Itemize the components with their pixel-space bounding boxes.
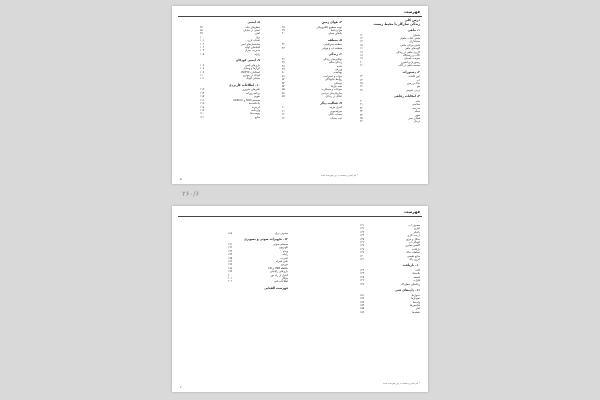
toc-entry-page: ۱۰۴: [200, 49, 205, 53]
toc-entry-label: توجه سطوح الکترونیکی: [316, 25, 342, 29]
toc-entry-page: ۲۵: [360, 82, 363, 86]
toc-entry-label: سوغات و مسافرت: [321, 88, 342, 92]
toc-entry-page: ۱۹۸: [228, 266, 233, 270]
toc-entry-label: برنامه روزانه: [246, 91, 260, 95]
toc-entry-label: آبیاری: [413, 227, 420, 231]
toc-entry-page: ۱۳۱: [360, 224, 365, 227]
toc-entry-page: ۱۹۶: [228, 260, 233, 264]
toc-entry-page: ۱۹: [360, 57, 363, 61]
toc-entry-label: تقویم: [254, 95, 260, 99]
toc-entry-page: ۱۰۰: [200, 35, 205, 39]
toc-column: [228, 232, 288, 291]
toc-entry[interactable]: [200, 77, 260, 80]
toc-entry-page: ۹۸: [200, 29, 203, 32]
toc-entry-page: ۲۰۱: [228, 277, 233, 281]
toc-entry-page: ۵۲: [282, 78, 285, 82]
toc-entry-page: ۱۱۱: [200, 77, 205, 81]
toc-entry[interactable]: [282, 117, 342, 120]
toc-entry-page: ۱۹۱: [228, 243, 233, 246]
toc-entry-page: ۱۵۴: [360, 303, 365, 307]
section-heading: ۶- زندگی: [328, 52, 342, 57]
toc-entry-label: منابع طبیعی: [407, 254, 420, 258]
toc-entry-label: اینترنت: [280, 256, 288, 260]
section-heading: ۷- فعالیت دیگر: [320, 100, 342, 105]
index-page-top: [172, 6, 428, 184]
section-heading: ۱۱- داده‌های فنی: [394, 288, 420, 293]
toc-entry-label: ایمنی در خیابان: [243, 29, 260, 32]
toc-entry-label: تغذیه: [336, 64, 342, 68]
section-heading: ۱- ماهی: [407, 28, 420, 32]
toc-entry-page: ۵۱: [282, 74, 285, 78]
intro-title: زندگی سازگار با محیط زیست: [373, 22, 420, 26]
toc-entry-page: ۱۹۷: [228, 263, 233, 267]
toc-entry-label: سازمان‌های مردمی: [321, 91, 342, 95]
toc-entry-label: کنترل هزینه: [329, 106, 342, 110]
toc-entry-page: ۳۴: [360, 113, 363, 117]
toc-entry-label: جنگل و مرتع: [406, 237, 420, 241]
toc-entry-page: ۱۶: [360, 47, 363, 51]
toc-entry-page: ۱۱۴: [200, 91, 205, 95]
toc-entry-page: ۱۴: [360, 40, 363, 44]
toc-entry-label: فلزات: [413, 279, 420, 283]
toc-entry-label: دوستان: [333, 81, 342, 85]
toc-entry-label: کاهش مصرف: [404, 244, 420, 248]
toc-entry-page: ۲۷: [360, 88, 363, 92]
toc-entry-label: پلاستیک: [411, 272, 420, 276]
toc-entry-page: ۱۳۵: [360, 237, 365, 241]
toc-entry[interactable]: [360, 89, 420, 92]
toc-entry-label: خانه: [415, 99, 420, 103]
section-heading: فهرست الفبایی: [264, 285, 288, 290]
toc-entry-label: رایانه: [282, 253, 288, 257]
section-heading: ۹- ایمنی کودکان: [235, 58, 260, 63]
toc-entry-page: ۲۰۰: [228, 273, 233, 277]
toc-entry-label: کاربرد ماهی در زندگی: [396, 50, 420, 54]
toc-entry[interactable]: [360, 258, 420, 261]
toc-entry-label: پیوست‌ها: [250, 112, 260, 116]
toc-entry-label: زندگی سالم: [328, 61, 342, 65]
toc-entry-label: حفاظت خاک: [406, 251, 420, 255]
toc-entry-page: ۱۴۰: [360, 254, 365, 258]
toc-column: [200, 18, 260, 119]
toc-entry-label: مدیریت بحران: [244, 49, 260, 53]
toc-entry-label: تلفن همراه: [275, 260, 288, 264]
page-header: فهرست: [404, 209, 420, 214]
toc-entry-label: درس عمومی: [405, 88, 420, 92]
toc-entry-label: آمار: [415, 307, 420, 311]
toc-entry-label: تالاب و زیستگاه: [403, 54, 420, 58]
toc-entry[interactable]: [282, 95, 342, 98]
section-heading: ۲- دستورات: [402, 69, 420, 74]
toc-entry-page: ۱۰۱: [200, 39, 205, 43]
toc-column: [360, 224, 420, 314]
toc-entry-page: ۳۰: [360, 99, 363, 103]
toc-entry-label: هوا و بادها: [330, 29, 342, 32]
toc-entry-label: خواب و استراحت: [323, 74, 342, 78]
toc-entry-label: زباله‌های خطرناک: [401, 282, 420, 286]
toc-entry-label: سلامتی: [411, 103, 420, 107]
index-page-bottom: [172, 206, 428, 392]
toc-entry-page: ۱۴۳: [360, 269, 365, 273]
toc-entry-page: ۶۳: [282, 116, 285, 120]
toc-entry-label: هوا: [416, 85, 420, 89]
toc-entry-page: ۵۷: [282, 95, 285, 99]
toc-entry-label: سیستم صوتی: [272, 243, 288, 246]
toc-entry-label: واژه‌نامه: [251, 108, 260, 112]
toc-entry-label: بادهای محلی: [328, 32, 342, 36]
toc-entry-page: ۱۳۲: [360, 227, 365, 231]
toc-entry-label: اخلاق در زندگی: [325, 95, 342, 99]
toc-entry-page: ۱۱۳: [200, 88, 205, 92]
toc-entry-page: ۹۷: [200, 25, 203, 29]
toc-entry-page: ۴۰: [282, 32, 285, 36]
toc-entry-label: کاغذ: [415, 269, 420, 273]
toc-entry-page: ۱۱۹: [200, 108, 205, 112]
toc-entry-label: دوربین: [280, 263, 288, 267]
toc-entry-label: درمان: [413, 120, 420, 124]
handwritten-annotation: ۲۶۰/۶: [182, 190, 200, 198]
toc-column: [282, 18, 342, 120]
toc-entry-label: شیشه: [413, 275, 420, 279]
toc-entry-label: آدرس‌ها: [251, 105, 260, 109]
toc-entry-label: بازی‌های رایانه‌ای: [269, 270, 288, 274]
toc-entry-label: آیین کلمات: [408, 75, 420, 79]
toc-entry-page: ۱۷: [360, 50, 363, 54]
toc-entry-page: ۱۱۷: [200, 102, 205, 106]
toc-entry-page: ۱۱۸: [200, 105, 205, 109]
toc-entry-page: ۱۹۵: [228, 256, 233, 260]
toc-entry-label: مصرف آب: [408, 224, 420, 227]
toc-entry-label: شهر: [415, 113, 420, 117]
toc-entry-page: ۱۴۱: [360, 258, 365, 262]
toc-entry-label: نقشه‌ها: [412, 310, 420, 314]
page-number: ۶: [180, 385, 182, 389]
toc-entry-page: ۱۰۵: [200, 52, 205, 56]
toc-entry-page: ۲۰۲: [228, 280, 233, 284]
toc-entry-label: استاندارد ISOFIX: [240, 70, 260, 74]
toc-entry-page: ۳۵: [360, 116, 363, 120]
toc-entry-page: ۵۵: [282, 88, 285, 92]
toc-entry[interactable]: [228, 232, 288, 235]
toc-entry-page: ۶۱: [282, 109, 285, 113]
toc-entry-label: توانایی‌های زندگی: [323, 57, 342, 61]
toc-entry-label: بازی‌های ایمن: [245, 63, 260, 67]
toc-entry-page: ۱۵۵: [360, 307, 365, 311]
toc-entry-label: درخت کاری: [407, 234, 420, 238]
toc-entry-label: آب: [416, 78, 420, 82]
toc-entry-label: سوخت فسیلی: [404, 57, 420, 61]
section-heading: ۱۰- اطلاعات کاربردی: [228, 82, 260, 87]
toc-entry-page: ۱۳۶: [360, 241, 365, 245]
toc-entry-label: همه نیازها: [331, 85, 342, 89]
toc-entry-label: منطقه آب و هوایی: [321, 46, 342, 50]
toc-entry-label: مصرف برق: [275, 232, 288, 235]
toc-entry-page: ۳۲: [360, 106, 363, 110]
toc-entry-label: ابزارها و وسایل: [243, 67, 260, 71]
toc-entry-page: ۱۴۵: [360, 275, 365, 279]
toc-entry-label: ماهی مرکب ماهی: [400, 43, 420, 47]
footnote: * نام بخش و صفحه در این فهرست آمده: [321, 174, 358, 177]
toc-entry-page: ۳۸: [282, 25, 285, 29]
toc-entry-label: آتش: [255, 32, 260, 36]
page-number: ۵: [180, 177, 182, 181]
toc-entry-page: ۳۹: [282, 29, 285, 32]
toc-entry-page: ۴۹: [282, 68, 285, 72]
toc-entry-label: کودک در خودرو: [243, 74, 260, 78]
toc-entry-page: ۱۰۲: [200, 42, 205, 46]
toc-entry-page: ۱۳۴: [360, 234, 365, 238]
toc-entry-label: بهداشت: [333, 71, 342, 75]
toc-entry[interactable]: [200, 116, 260, 119]
toc-entry-page: ۱۹۴: [228, 253, 233, 257]
toc-entry-page: ۱۸: [360, 54, 363, 58]
toc-column: [360, 18, 420, 124]
section-heading: ۵- منطقه: [327, 37, 342, 42]
toc-entry-page: ۴۳: [282, 46, 285, 50]
toc-entry-label: ثبت حساب: [329, 116, 342, 120]
toc-entry[interactable]: [228, 280, 288, 283]
toc-entry-label: منطقه جغرافیایی: [323, 43, 342, 47]
toc-entry-page: ۱۰۳: [200, 46, 205, 50]
toc-entry-label: صفحه ماهی در کتاب: [397, 64, 420, 68]
toc-entry-label: چاپگر: [282, 277, 288, 281]
toc-entry-label: کنترل از راه دور: [270, 273, 288, 277]
toc-entry-page: ۲۱: [360, 64, 363, 68]
toc-entry-label: ماهیان: [412, 33, 420, 37]
toc-entry-page: ۱۵۲: [360, 297, 365, 301]
toc-entry-page: ۱۲۱: [200, 115, 205, 119]
toc-entry-label: حساب بانکی: [328, 113, 342, 117]
toc-entry-page: ۱۴۴: [360, 272, 365, 276]
toc-entry-label: آلودگی آب: [408, 241, 420, 245]
toc-entry-label: صرفه‌جویی: [329, 109, 342, 113]
toc-entry-page: ۹۹: [200, 32, 203, 36]
toc-entry-page: ۴۷: [282, 61, 285, 65]
toc-entry-page: ۴۸: [282, 64, 285, 68]
toc-entry-label: حافظه USB و CD: [267, 266, 288, 270]
footnote: * نام بخش و صفحه در این فهرست آمده: [383, 382, 420, 385]
toc-entry-label: اسباب بازی: [247, 39, 260, 43]
toc-entry-page: ۲۰: [360, 60, 363, 64]
toc-entry-page: ۱۰۹: [200, 70, 205, 74]
toc-entry-page: ۵۰: [282, 71, 285, 75]
toc-entry[interactable]: [360, 311, 420, 314]
toc-entry-page: ۱۱۶: [200, 98, 205, 102]
toc-entry-page: ۲۳: [360, 75, 363, 79]
toc-entry-label: انرژی پاک: [409, 258, 420, 262]
toc-entry-label: خاک و زمین: [406, 82, 420, 86]
toc-entry-page: ۴۶: [282, 57, 285, 61]
toc-entry-page: ۱۴۷: [360, 282, 365, 286]
toc-entry-page: ۱۵۶: [360, 310, 365, 314]
toc-entry-page: ۱۲۰: [200, 112, 205, 116]
toc-entry-page: ۱۹۹: [228, 270, 233, 274]
toc-entry-page: ۱۵: [360, 43, 363, 47]
toc-entry-page: ۱۳۷: [360, 244, 365, 248]
toc-entry-page: ۶۰: [282, 106, 285, 110]
toc-entry-page: ۱۳۳: [360, 230, 365, 234]
toc-entry-label: ورزش: [335, 68, 342, 72]
toc-entry-page: ۱۴۶: [360, 279, 365, 283]
toc-entry-label: ساختمان‌های ایمن: [240, 42, 260, 46]
toc-entry[interactable]: [282, 32, 342, 35]
toc-entry-label: محله: [414, 110, 420, 114]
section-heading: ۸- ایمنی: [247, 20, 260, 24]
toc-entry-page: ۳۶: [360, 120, 363, 124]
toc-entry-label: سیستم SCN و Abfkcm: [233, 98, 260, 102]
header-rule: [178, 216, 422, 217]
toc-entry-label: منابع: [254, 115, 260, 119]
intro-title: درس کلی: [404, 18, 420, 22]
section-heading: ۱۲- تجهیزات صوتی و تصویری: [243, 237, 288, 242]
toc-entry-page: ۱۱۰: [200, 74, 205, 78]
toc-entry-label: جدول‌ها: [411, 293, 420, 297]
toc-entry-page: ۵۳: [282, 81, 285, 85]
toc-entry-page: ۱۵۱: [360, 293, 365, 297]
toc-entry-label: زلزله: [254, 52, 260, 56]
toc-entry-page: ۳۱: [360, 103, 363, 107]
toc-entry-label: تلویزیون: [278, 246, 288, 250]
toc-entry-label: گونه‌های ماهی: [404, 47, 420, 51]
toc-entry-label: نمودارها: [411, 297, 420, 301]
toc-entry-page: ۱۹۲: [228, 246, 233, 250]
toc-entry[interactable]: [282, 47, 342, 50]
toc-entry-label: خطرهای خانه: [245, 25, 260, 29]
toc-entry-page: ۱۳: [360, 37, 363, 40]
toc-entry-page: ۳۳: [360, 110, 363, 114]
section-heading: ۴- هوای زمین: [321, 20, 342, 24]
toc-entry-page: ۵۴: [282, 85, 285, 89]
toc-entry-label: ماهی عقاب ماهیان: [399, 37, 420, 40]
toc-entry-page: ۱۰۸: [200, 67, 205, 71]
toc-entry[interactable]: [360, 64, 420, 67]
toc-entry-page: ۴۲: [282, 43, 285, 47]
toc-entry-page: ۲۴: [360, 78, 363, 82]
toc-entry-label: اطلاعات فنی: [273, 280, 288, 284]
toc-entry-page: ۱۰۷: [200, 63, 205, 67]
toc-entry-label: رستوران و آشپزی: [400, 60, 420, 64]
header-rule: [178, 16, 422, 17]
toc-entry-label: فضای سبز: [408, 116, 420, 120]
toc-entry[interactable]: [200, 53, 260, 56]
toc-entry-page: ۶۲: [282, 113, 285, 117]
toc-entry-page: ۱۸۸: [228, 232, 233, 235]
toc-entry-label: کمک‌های اولیه: [244, 46, 260, 50]
toc-entry-page: ۱۱۵: [200, 95, 205, 99]
toc-entry-page: ۱۵۳: [360, 300, 365, 304]
section-heading: ۱۰- بازیافت: [402, 263, 420, 268]
toc-entry[interactable]: [360, 120, 420, 123]
toc-entry-page: ۲۶: [360, 85, 363, 89]
toc-entry-label: صدفداران: [409, 40, 420, 44]
toc-entry-label: صندلی کودک: [245, 77, 260, 81]
toc-entry-label: تلفن‌های ضروری: [241, 88, 260, 92]
toc-entry-label: باغبانی: [412, 230, 420, 234]
toc-entry-page: ۱۹۳: [228, 249, 233, 253]
toc-entry[interactable]: [360, 283, 420, 286]
toc-entry-page: ۱۳۸: [360, 247, 365, 251]
toc-entry-label: شاخص‌ها: [410, 303, 420, 307]
toc-entry-label: ویدئو: [282, 249, 288, 253]
toc-entry-label: مدرسه: [412, 106, 420, 110]
toc-entry-label: یادداشت‌ها: [248, 102, 260, 106]
toc-entry-page: ۱۲: [360, 33, 363, 37]
toc-entry-label: بازیافت: [411, 247, 420, 251]
toc-entry-page: ۱۳۹: [360, 251, 365, 255]
section-heading: ۳- امکانات رفاهی: [393, 94, 420, 99]
toc-entry-label: واحدها: [412, 300, 420, 304]
toc-entry-label: برق: [255, 35, 260, 39]
page-header: فهرست: [404, 9, 420, 14]
toc-entry-page: ۵۶: [282, 91, 285, 95]
toc-entry-label: روابط خانوادگی: [325, 78, 342, 82]
